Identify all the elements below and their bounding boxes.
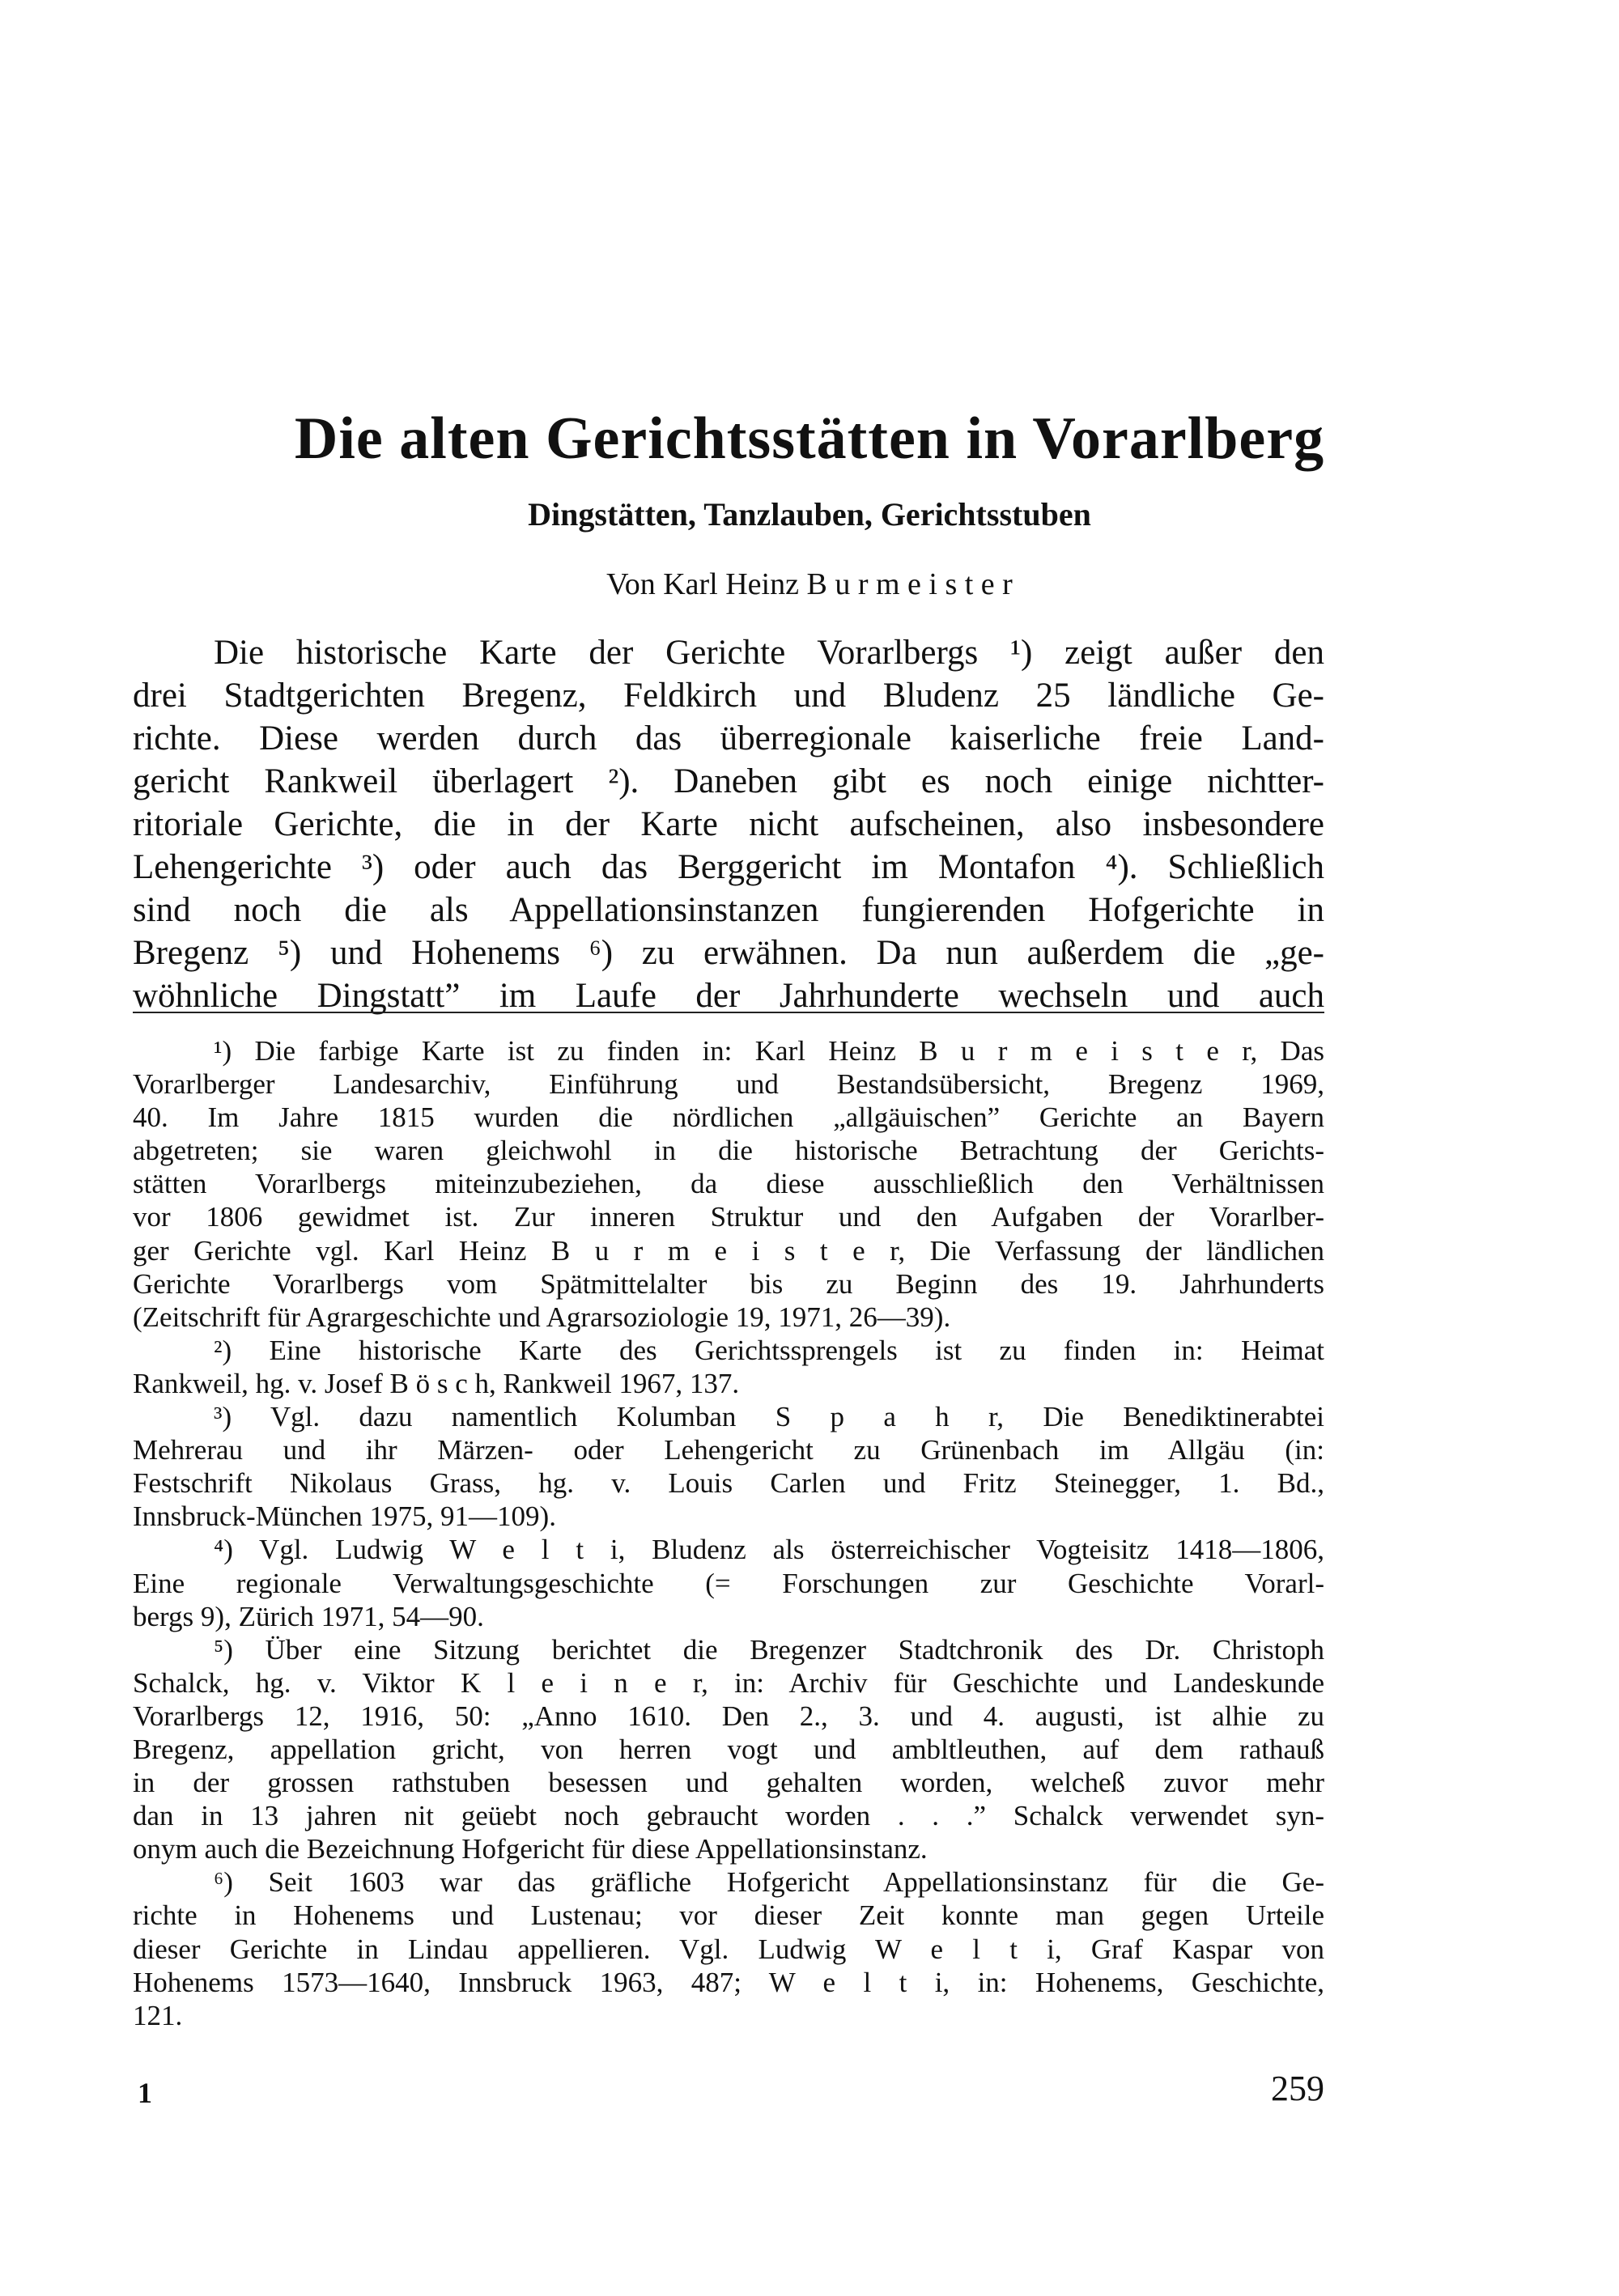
body-line: sind noch die als Appellationsinstanzen fungierenden Hofgerichte in xyxy=(133,891,1324,929)
footnote-1-line: stätten Vorarlbergs miteinzubeziehen, da diese ausschließlich den Verhältnissen xyxy=(133,1168,1324,1200)
page-number: 259 xyxy=(1271,2069,1324,2108)
footnote-6-line: ⁶) Seit 1603 war das gräfliche Hofgericht Appellationsinstanz für die Ge- xyxy=(214,1866,1324,1899)
body-line: Die historische Karte der Gerichte Vorarlbergs ¹) zeigt außer den xyxy=(214,634,1324,672)
body-line: Bregenz ⁵) und Hohenems ⁶) zu erwähnen. Da nun außerdem die „ge- xyxy=(133,934,1324,972)
footnote-2-line: Rankweil, hg. v. Josef B ö s c h, Rankweil 1967, 137. xyxy=(133,1367,740,1399)
footnote-4-line: Eine regionale Verwaltungsgeschichte (= Forschungen zur Geschichte Vorarl- xyxy=(133,1567,1324,1599)
footnote-5-line: Bregenz, appellation gricht, von herren vogt und ambltleuthen, auf dem rathauß xyxy=(133,1733,1324,1765)
footnote-1-line: vor 1806 gewidmet ist. Zur inneren Struktur und den Aufgaben der Vorarlber- xyxy=(133,1201,1324,1233)
footnote-5-line: Schalck, hg. v. Viktor K l e i n e r, in: Archiv für Geschichte und Landeskunde xyxy=(133,1666,1324,1699)
author-line: Von Karl Heinz B u r m e i s t e r xyxy=(606,567,1013,601)
article-title: Die alten Gerichtsstätten in Vorarlberg xyxy=(294,405,1325,472)
footnote-1-line: abgetreten; sie waren gleichwohl in die historische Betrachtung der Gerichts- xyxy=(133,1135,1324,1167)
footnote-3-line: Festschrift Nikolaus Grass, hg. v. Louis Carlen und Fritz Steinegger, 1. Bd., xyxy=(133,1467,1324,1500)
footnote-divider xyxy=(133,1012,1324,1013)
footnote-4-line: bergs 9), Zürich 1971, 54—90. xyxy=(133,1600,484,1632)
footnote-1-line: 40. Im Jahre 1815 wurden die nördlichen „allgäuischen” Gerichte an Bayern xyxy=(133,1101,1324,1134)
footnote-4-line: ⁴) Vgl. Ludwig W e l t i, Bludenz als österreichischer Vogteisitz 1418—1806, xyxy=(214,1534,1324,1566)
body-line: richte. Diese werden durch das überregionale kaiserliche freie Land- xyxy=(133,719,1324,758)
footnote-5-line: dan in 13 jahren nit geüebt noch gebraucht worden . . .” Schalck verwendet syn- xyxy=(133,1800,1324,1832)
footnote-1-line: Gerichte Vorarlbergs vom Spätmittelalter bis zu Beginn des 19. Jahrhunderts xyxy=(133,1267,1324,1300)
body-line: Lehengerichte ³) oder auch das Berggericht im Montafon ⁴). Schließlich xyxy=(133,848,1324,886)
footnote-6-line: richte in Hohenems und Lustenau; vor dieser Zeit konnte man gegen Urteile xyxy=(133,1899,1324,1932)
body-line: gericht Rankweil überlagert ²). Daneben gibt es noch einige nichtter- xyxy=(133,762,1324,800)
footnote-5-line: ⁵) Über eine Sitzung berichtet die Bregenzer Stadtchronik des Dr. Christoph xyxy=(214,1633,1324,1666)
footnote-5-line: onym auch die Bezeichnung Hofgericht für diese Appellationsinstanz. xyxy=(133,1833,928,1865)
footnote-1-line: ger Gerichte vgl. Karl Heinz B u r m e i s t e r, Die Verfassung der ländlichen xyxy=(133,1234,1324,1267)
footnote-1-line: Vorarlberger Landesarchiv, Einführung und Bestandsübersicht, Bregenz 1969, xyxy=(133,1068,1324,1101)
body-line: drei Stadtgerichten Bregenz, Feldkirch und Bludenz 25 ländliche Ge- xyxy=(133,677,1324,715)
footnote-1-line: ¹) Die farbige Karte ist zu finden in: Karl Heinz B u r m e i s t e r, Das xyxy=(214,1035,1324,1067)
signature-mark: 1 xyxy=(138,2077,152,2109)
footnote-6-line: dieser Gerichte in Lindau appellieren. Vgl. Ludwig W e l t i, Graf Kaspar von xyxy=(133,1933,1324,1965)
footnotes xyxy=(133,1034,1324,2032)
footnote-5-line: Vorarlbergs 12, 1916, 50: „Anno 1610. Den 2., 3. und 4. augusti, ist alhie zu xyxy=(133,1700,1324,1732)
footnote-3-line: Mehrerau und ihr Märzen- oder Lehengericht zu Grünenbach im Allgäu (in: xyxy=(133,1434,1324,1466)
footnote-6-line: Hohenems 1573—1640, Innsbruck 1963, 487; W e l t i, in: Hohenems, Geschichte, xyxy=(133,1966,1324,1998)
body-line: wöhnliche Dingstatt” im Laufe der Jahrhunderte wechseln und auch xyxy=(133,977,1324,1015)
footnote-3-line: Innsbruck-München 1975, 91—109). xyxy=(133,1500,556,1533)
footnote-6-line: 121. xyxy=(133,1999,183,2031)
body-line: ritoriale Gerichte, die in der Karte nicht aufscheinen, also insbesondere xyxy=(133,805,1324,843)
footnote-2-line: ²) Eine historische Karte des Gerichtssprengels ist zu finden in: Heimat xyxy=(214,1334,1324,1366)
article-subtitle: Dingstätten, Tanzlauben, Gerichtsstuben xyxy=(528,496,1091,533)
footnote-5-line: in der grossen rathstuben besessen und gehalten worden, welcheß zuvor mehr xyxy=(133,1767,1324,1799)
footnote-1-line: (Zeitschrift für Agrargeschichte und Agrarsoziologie 19, 1971, 26—39). xyxy=(133,1301,951,1333)
footnote-3-line: ³) Vgl. dazu namentlich Kolumban S p a h r, Die Benediktinerabtei xyxy=(214,1401,1324,1433)
body-paragraph xyxy=(133,631,1324,1017)
